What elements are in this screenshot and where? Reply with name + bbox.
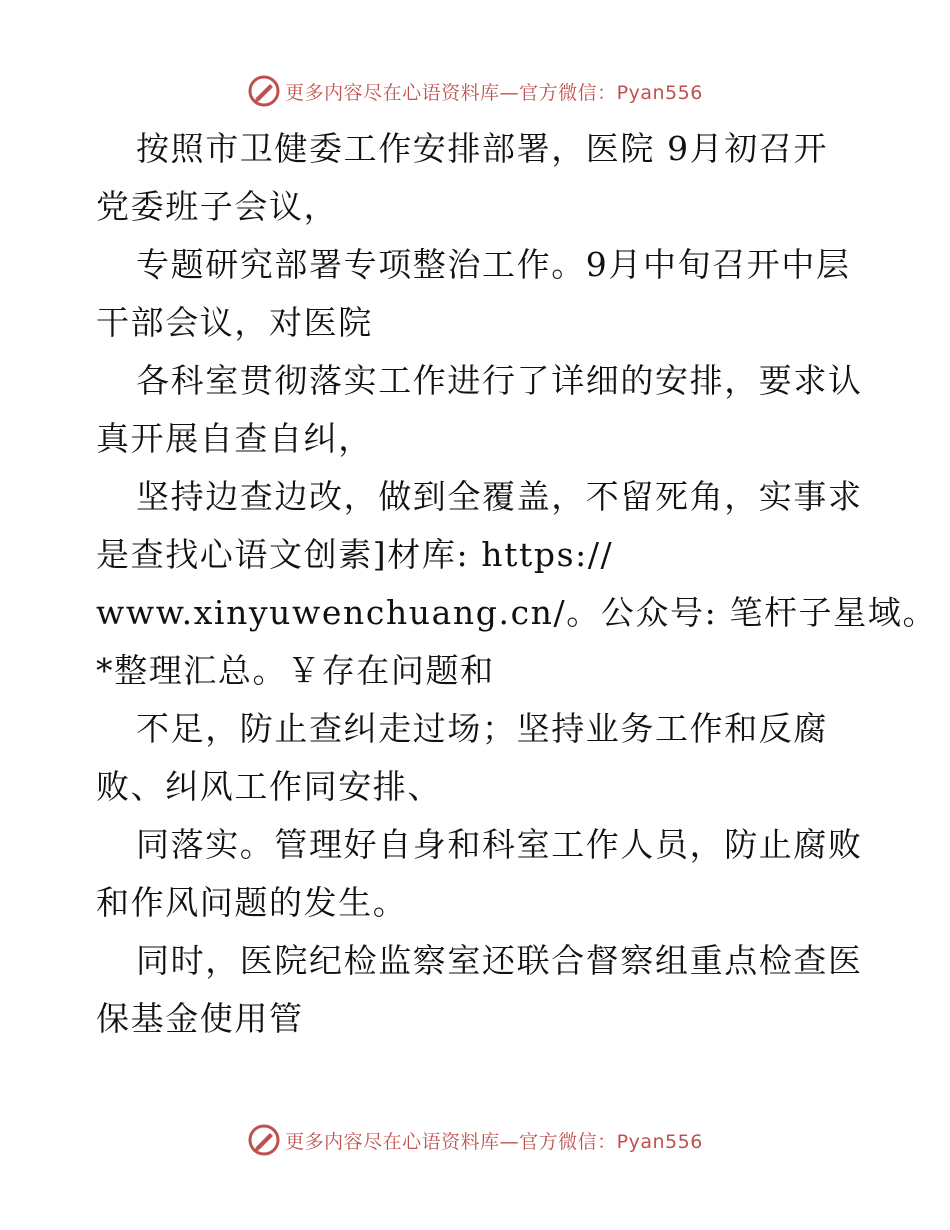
paragraph-line: 各科室贯彻落实工作进行了详细的安排，要求认 [136,361,863,400]
paragraph-line: 败、纠风工作同安排、 [96,767,442,806]
footer-banner [0,1120,950,1160]
header-banner [0,71,950,111]
paragraph-line: 同时，医院纪检监察室还联合督察组重点检查医 [136,941,863,980]
paragraph-line: 按照市卫健委工作安排部署，医院 9月初召开 [136,129,829,168]
paragraph-line: *整理汇总。￥存在问题和 [96,651,495,690]
paragraph-line: 是查找心语文创素]材库: https:// [96,535,614,574]
brush-pen-logo-icon [247,1123,281,1157]
header-text: 更多内容尽在心语资料库—官方微信：Pyan556 [285,81,703,104]
paragraph-line: 同落实。管理好自身和科室工作人员，防止腐败 [136,825,863,864]
paragraph-line: 真开展自查自纠， [96,419,373,458]
paragraph-line: 不足，防止查纠走过场；坚持业务工作和反腐 [136,709,828,748]
document-body [96,120,938,1048]
brush-pen-logo-icon [247,74,281,108]
paragraph-line: 专题研究部署专项整治工作。9月中旬召开中层 [136,245,851,284]
paragraph-line: 党委班子会议， [96,187,339,226]
footer-text: 更多内容尽在心语资料库—官方微信：Pyan556 [285,1130,703,1153]
paragraph-line: www.xinyuwenchuang.cn/。公众号: 笔杆子星域。 [96,593,938,632]
paragraph-line: 坚持边查边改，做到全覆盖，不留死角，实事求 [136,477,863,516]
paragraph-line: 和作风问题的发生。 [96,883,408,922]
paragraph-line: 保基金使用管 [96,999,304,1038]
paragraph-line: 干部会议，对医院 [96,303,373,342]
